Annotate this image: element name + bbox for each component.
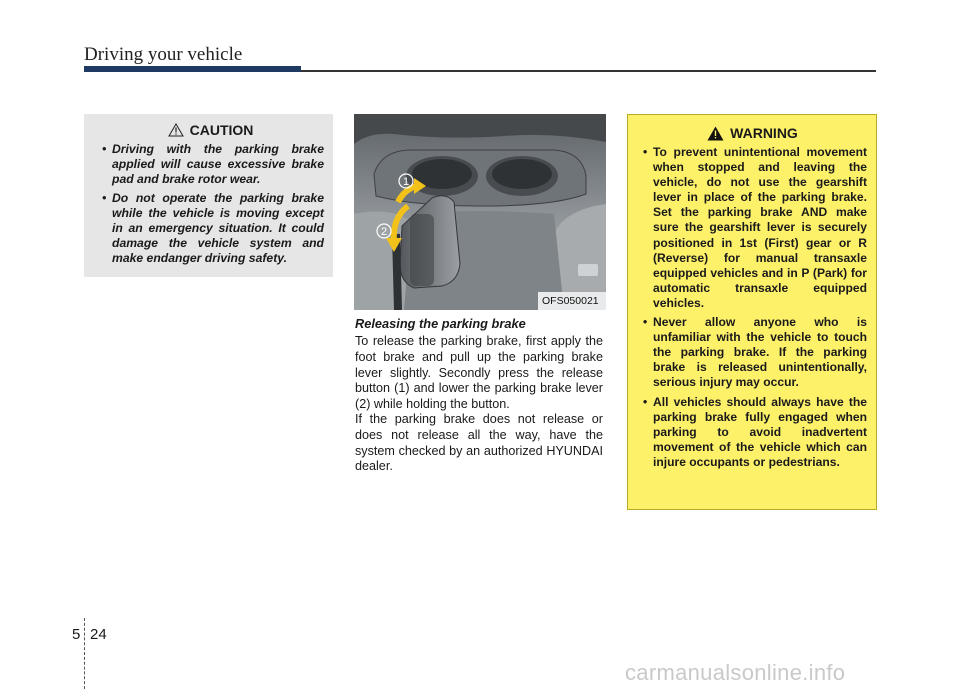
page-number: 24 (90, 626, 107, 643)
header-accent-bar (84, 66, 301, 72)
chapter-number: 5 (72, 626, 81, 643)
section-caption: Releasing the parking brake (355, 316, 526, 331)
warning-triangle-icon (707, 126, 724, 141)
header-rule (301, 70, 876, 72)
body-paragraph-2: If the parking brake does not release or does not release all the way, have the system checked by an authorized HYUNDAI dealer. (355, 412, 603, 474)
warning-item: • All vehicles should always have the parking brake fully engaged when parking to avoid inadvertent movement of the vehicle which can injure occupants or pedestrians. (638, 395, 867, 470)
body-paragraph-1: To release the parking brake, first apply the foot brake and pull up the parking brake lever slightly. Secondly press the release button (1) and lower the parking brake lever (2) while holding the button. (355, 334, 603, 412)
caution-heading-label: CAUTION (189, 122, 254, 138)
page-header-title: Driving your vehicle (84, 44, 243, 65)
warning-item: • Never allow anyone who is unfamiliar with the vehicle to touch the parking brake. If the parking brake is released unintentionally, serious injury may occur. (638, 315, 867, 390)
warning-item: • To prevent unintentional movement when stopped and leaving the vehicle, do not use the gearshift lever in place of the parking brake. Set the parking brake AND make sure the gearshift lever is securely positioned in 1st (First) gear or R (Reverse) for manual transaxle equipped vehicles and in P (Park) for automatic transaxle equipped vehicles. (638, 145, 867, 311)
caution-list (97, 142, 324, 267)
footer-divider (84, 618, 85, 689)
warning-heading (638, 125, 867, 141)
callout-1: 1 (402, 176, 410, 188)
warning-heading-label: WARNING (730, 125, 798, 141)
callout-2: 2 (380, 226, 388, 238)
caution-item: • Driving with the parking brake applied will cause excessive brake pad and brake rotor wear. (97, 142, 324, 188)
warning-list (638, 145, 867, 470)
parking-brake-photo (354, 114, 606, 310)
caution-triangle-icon (168, 123, 184, 137)
figure-code: OFS050021 (542, 295, 599, 307)
caution-box (84, 114, 333, 277)
caution-heading (97, 122, 324, 138)
caution-item: • Do not operate the parking brake while the vehicle is moving except in an emergency situation. It could damage the vehicle system and make endanger driving safety. (97, 191, 324, 267)
warning-box (627, 114, 877, 510)
watermark-url: carmanualsonline.info (625, 660, 846, 685)
